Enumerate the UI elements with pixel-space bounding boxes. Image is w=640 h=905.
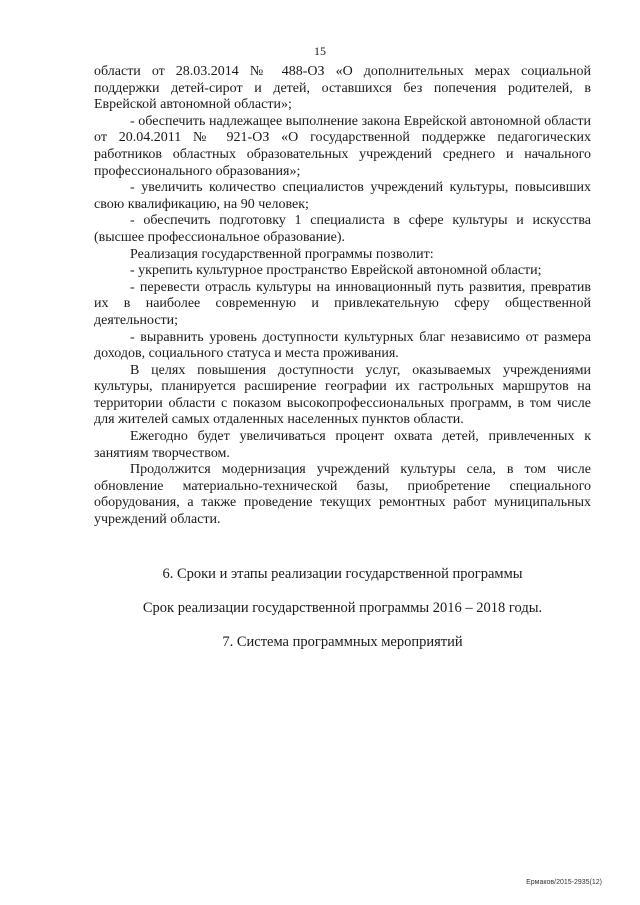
section-7-heading: 7. Система программных мероприятий [222, 634, 463, 650]
paragraph-10: Ежегодно будет увеличиваться процент охвата детей, привлеченных к занятиям творчеством. [94, 429, 591, 461]
paragraph-5: Реализация государственной программы позволит: [130, 246, 434, 262]
page-number: 15 [314, 44, 326, 58]
section-6-text: Срок реализации государственной программы 2016 – 2018 годы. [142, 600, 543, 616]
paragraph-4: - обеспечить подготовку 1 специалиста в сфере культуры и искусства (высшее профессиональное образование). [94, 213, 591, 245]
paragraph-3: - увеличить количество специалистов учреждений культуры, повысивших свою квалификацию, на 90 человек; [94, 180, 591, 212]
paragraph-8: - выравнить уровень доступности культурных благ независимо от размера доходов, социального статуса и места проживания. [94, 329, 591, 362]
paragraph-9: В целях повышения доступности услуг, оказываемых учреждениями культуры, планируется расширение географии их гастрольных маршрутов на территории области с показом высокопрофессиональных программ, в том числе для жителей самых отдаленных населенных пунктов области. [94, 362, 591, 428]
paragraph-11: Продолжится модернизация учреждений культуры села, в том числе обновление материально-технической базы, приобретение специального оборудования, а также проведение текущих ремонтных работ муниципальных учреждений области. [94, 462, 591, 528]
paragraph-2: - обеспечить надлежащее выполнение закона Еврейской автономной области от 20.04.2011 № 921-ОЗ «О государственной поддержке педагогических работников областных образовательных учреждений среднего и начального профессионального образования»; [94, 113, 591, 179]
body-text [94, 64, 591, 529]
section-6-heading: 6. Сроки и этапы реализации государственной программы [162, 566, 523, 582]
paragraph-7: - перевести отрасль культуры на инновационный путь развития, превратив их в наиболее современную и привлекательную сферу общественной деятельности; [94, 279, 591, 328]
footer-document-code: Ермаков/2015-2935(12) [526, 879, 602, 886]
paragraph-6: - укрепить культурное пространство Еврейской автономной области; [130, 263, 542, 279]
paragraph-1: области от 28.03.2014 № 488-ОЗ «О дополнительных мерах социальной поддержки детей-сирот и детей, оставшихся без попечения родителей, в Еврейской автономной области»; [94, 64, 591, 113]
